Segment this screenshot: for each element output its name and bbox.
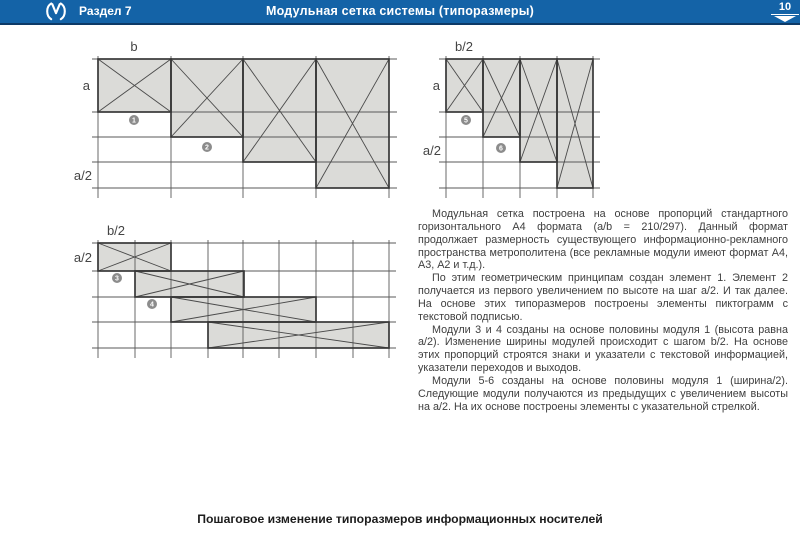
chevron-down-icon bbox=[774, 16, 796, 22]
figure-caption: Пошаговое изменение типоразмеров информационных носителей bbox=[197, 512, 603, 526]
badge-module-1 bbox=[129, 115, 139, 125]
badge-module-6 bbox=[496, 143, 506, 153]
dim-label-b: b bbox=[130, 39, 138, 54]
paragraph-elements-1-2: По этим геометрическим принципам создан элемент 1. Элемент 2 получается из первого увеличением по высоте на шаг а/2. И так далее. На основе этих типоразмеров построены элементы пиктограмм с текстовой подписью. bbox=[418, 272, 788, 323]
page-number-rule bbox=[771, 14, 799, 16]
dim-label-a2: a/2 bbox=[422, 143, 441, 158]
page-number: 10 bbox=[778, 1, 792, 13]
badge-module-5 bbox=[461, 115, 471, 125]
diagram-grid-modules-3-4 bbox=[60, 215, 405, 365]
badge-module-2 bbox=[202, 142, 212, 152]
dim-label-a2: a/2 bbox=[73, 168, 92, 183]
svg-text:5: 5 bbox=[464, 117, 468, 125]
diagram-grid-modules-5-6 bbox=[415, 38, 610, 205]
dim-label-b2: b/2 bbox=[106, 223, 126, 238]
badge-module-3 bbox=[112, 273, 122, 283]
dim-label-a: a bbox=[82, 78, 90, 93]
badge-module-4 bbox=[147, 299, 157, 309]
svg-text:2: 2 bbox=[205, 144, 209, 152]
paragraph-modules-5-6: Модули 5-6 созданы на основе половины модуля 1 (ширина/2). Следующие модули получаются из предыдущих с увеличением высоты на а/2. На их основе построены элементы с указательной стрелкой. bbox=[418, 374, 788, 413]
paragraph-modules-3-4: Модули 3 и 4 созданы на основе половины модуля 1 (высота равна а/2). Изменение ширины модулей происходит с шагом b/2. На основе этих пропорций строятся знаки и указатели с текстовой информацией, указатели переходов и выходов. bbox=[418, 323, 788, 375]
section-label: Раздел 7 bbox=[79, 4, 132, 18]
paragraph-grid-basis: Модульная сетка построена на основе пропорций стандартного горизонтального А4 формата (a/b = 210/297). Данный формат продолжает размерность существующего информационно-рекламного пространства метрополитена (все рекламные модули имеют формат А4, А3, А2 и т.д.). bbox=[418, 208, 788, 272]
svg-text:6: 6 bbox=[499, 145, 503, 153]
diagram-grid-modules-1-2 bbox=[60, 38, 405, 205]
dim-label-a2: a/2 bbox=[73, 250, 92, 265]
header-accent-line bbox=[0, 23, 800, 25]
svg-text:4: 4 bbox=[150, 301, 154, 309]
body-text bbox=[418, 208, 788, 414]
dim-label-a: a bbox=[432, 78, 440, 93]
page-title: Модульная сетка системы (типоразмеры) bbox=[266, 4, 534, 18]
dim-label-b2: b/2 bbox=[454, 39, 474, 54]
header-bar bbox=[0, 0, 800, 23]
svg-text:3: 3 bbox=[115, 275, 119, 283]
svg-text:1: 1 bbox=[132, 117, 136, 125]
